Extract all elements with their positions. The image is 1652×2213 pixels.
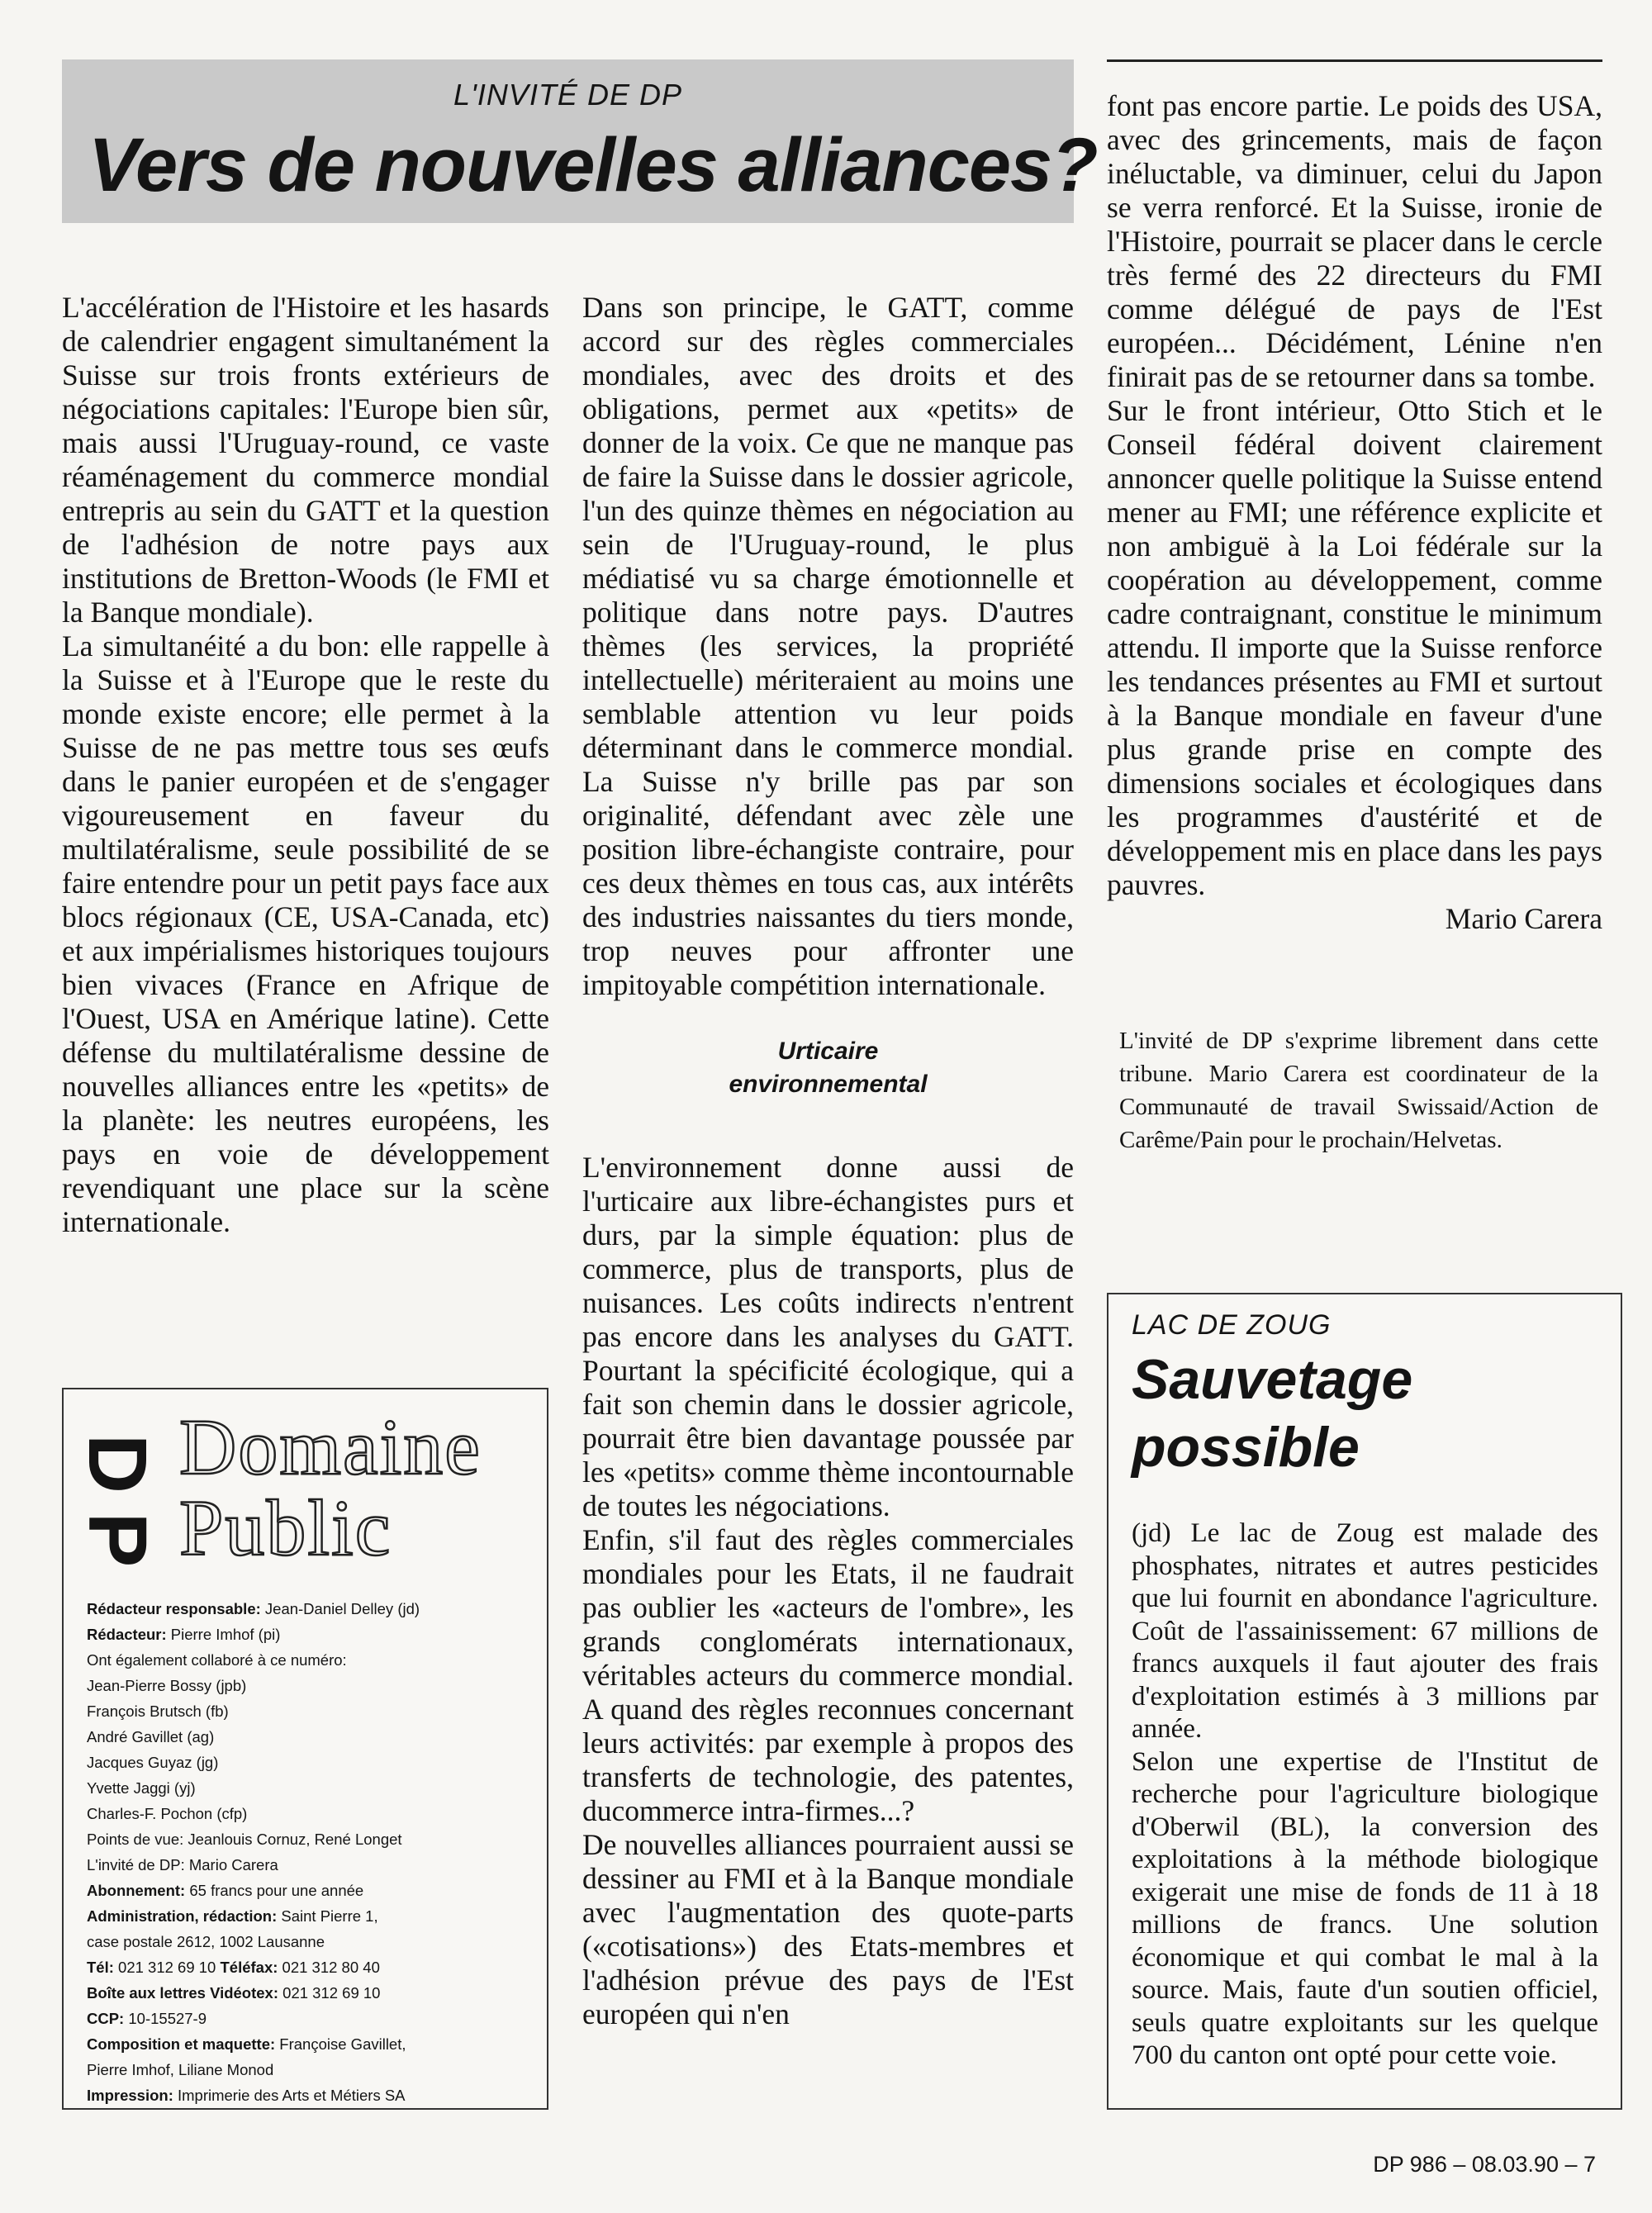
- credit-line: [87, 1852, 533, 1878]
- credit-label: Boîte aux lettres Vidéotex:: [87, 1984, 279, 2002]
- credit-value: 021 312 69 10: [113, 1959, 221, 1976]
- credit-value: Pierre Imhof (pi): [166, 1626, 281, 1643]
- article-subhead: [582, 1035, 1074, 1101]
- page-footer: DP 986 – 08.03.90 – 7: [1373, 2152, 1596, 2177]
- credit-value: Saint Pierre 1,: [277, 1907, 378, 1925]
- credit-line: [87, 2057, 533, 2082]
- sidebar-article: [1107, 1293, 1622, 2110]
- article-headline: Vers de nouvelles alliances?: [88, 123, 1098, 207]
- credit-label: Téléfax:: [220, 1959, 278, 1976]
- credit-value: André Gavillet (ag): [87, 1728, 215, 1745]
- credit-value: 021 312 69 10: [278, 1984, 381, 2002]
- credit-line: [87, 1980, 533, 2006]
- credit-value: 65 francs pour une année: [185, 1882, 364, 1899]
- article-paragraph: De nouvelles alliances pourraient aussi se dessiner au FMI et à la Banque mondiale avec l'augmentation des quote-parts («cotisations») des Etats-membres et l'adhésion prévue des pays de l'Est européen qui n'en: [582, 1828, 1074, 2030]
- credit-value: Jean-Daniel Delley (jd): [260, 1600, 420, 1617]
- credit-line: [87, 1826, 533, 1852]
- dp-letter-d: D: [71, 1433, 164, 1494]
- credit-line: [87, 1903, 533, 1929]
- sidebar-body: [1132, 1517, 1598, 2073]
- subhead-line-2: environnemental: [729, 1071, 928, 1098]
- article-paragraph: L'accélération de l'Histoire et les hasards de calendrier engagent simultanément la Suisse sur trois fronts extérieurs de négociations capitales: l'Europe bien sûr, mais aussi l'Uruguay-round, ce vaste réaménagement du commerce mondial entrepris au sein du GATT et la question de l'adhésion de notre pays aux institutions de Bretton-Woods (le FMI et la Banque mondiale).: [62, 291, 549, 629]
- credit-line: [87, 1801, 533, 1826]
- credit-value: Charles-F. Pochon (cfp): [87, 1805, 248, 1822]
- subhead-line-1: Urticaire: [777, 1038, 879, 1065]
- sidebar-paragraph: (jd) Le lac de Zoug est malade des phosphates, nitrates et autres pesticides que lui fournit en abondance l'agriculture. Coût de l'assainissement: 67 millions de francs auxquels il faut ajouter des frais d'exploitation estimés à 3 millions par année.: [1132, 1518, 1598, 1744]
- credit-line: [87, 1775, 533, 1801]
- credit-value: Jean-Pierre Bossy (jpb): [87, 1677, 247, 1694]
- article-column-2: [582, 291, 1074, 2031]
- credits-list: [87, 1596, 533, 2108]
- credit-line: [87, 2006, 533, 2031]
- credit-line: [87, 1622, 533, 1647]
- credit-line: [87, 1724, 533, 1750]
- credit-line: [87, 2031, 533, 2057]
- article-column-1: [62, 291, 549, 1239]
- dp-letter-p: P: [71, 1512, 164, 1568]
- credit-line: [87, 1929, 533, 1954]
- credit-value: Jacques Guyaz (jg): [87, 1754, 219, 1771]
- credit-label: Abonnement:: [87, 1882, 186, 1899]
- logo-word-domaine: Domaine: [179, 1403, 482, 1491]
- credit-value: Yvette Jaggi (yj): [87, 1779, 196, 1797]
- credit-label: Rédacteur:: [87, 1626, 167, 1643]
- sidebar-title-line-2: possible: [1132, 1416, 1360, 1479]
- credit-line: [87, 1596, 533, 1622]
- credit-label: Tél:: [87, 1959, 114, 1976]
- article-paragraph: Sur le front intérieur, Otto Stich et le Conseil fédéral doivent clairement annoncer quelle politique la Suisse entend mener au FMI; une référence explicite et non ambiguë à la Loi fédérale sur la coopération au développement, comme cadre contraignant, constitue le minimum attendu. Il importe que la Suisse renforce les tendances présentes au FMI et surtout à la Banque mondiale en faveur d'une plus grande prise en compte des dimensions sociales et écologiques dans les programmes d'austérité et de développement mis en place dans les pays pauvres.: [1107, 394, 1602, 901]
- credit-label: Administration, rédaction:: [87, 1907, 278, 1925]
- article-column-3: [1107, 89, 1602, 936]
- sidebar-title: [1132, 1346, 1594, 1481]
- article-paragraph: La simultanéité a du bon: elle rappelle à la Suisse et à l'Europe que le reste du monde existe encore; elle permet à la Suisse de ne pas mettre tous ses œufs dans le panier européen et de s'engager vigoureusement en faveur du multilatéralisme, seule possibilité de se faire entendre pour un petit pays face aux blocs régionaux (CE, USA-Canada, etc) et aux impérialismes historiques toujours bien vivaces (France en Afrique de l'Ouest, USA en Amérique latine). Cette défense du multilatéralisme dessine de nouvelles alliances entre les «petits» de la planète: les neutres européens, les pays en voie de développement revendiquant une place sur la scène internationale.: [62, 629, 549, 1238]
- credit-line: [87, 1647, 533, 1673]
- credit-value: Imprimerie des Arts et Métiers SA: [173, 2087, 406, 2104]
- sidebar-title-line-1: Sauvetage: [1132, 1348, 1413, 1411]
- dp-vertical-logo: [71, 1422, 164, 1579]
- logo-word-public: Public: [179, 1484, 392, 1572]
- author-note: L'invité de DP s'exprime librement dans cette tribune. Mario Carera est coordinateur de la Communauté de travail Swissaid/Action de Carême/Pain pour le prochain/Helvetas.: [1119, 1028, 1598, 1153]
- credit-value: case postale 2612, 1002 Lausanne: [87, 1933, 325, 1950]
- credit-value: François Brutsch (fb): [87, 1702, 229, 1720]
- credit-label: Composition et maquette:: [87, 2035, 276, 2053]
- credit-value: 021 312 80 40: [278, 1959, 380, 1976]
- credit-label: Impression:: [87, 2087, 173, 2104]
- article-paragraph: L'environnement donne aussi de l'urticaire aux libre-échangistes purs et durs, par la simple équation: plus de commerce, plus de transports, plus de nuisances. Les coûts indirects n'entrent pas encore dans les analyses du GATT. Pourtant la spécificité écologique, qui a fait son chemin dans le dossier agricole, pourrait être bien davantage poussée par les «petits» comme thème incontournable de toutes les négociations.: [582, 1151, 1074, 1522]
- credit-value: 10-15527-9: [124, 2010, 207, 2027]
- credit-label: CCP:: [87, 2010, 125, 2027]
- header-box: [62, 59, 1098, 223]
- credit-line: [87, 1878, 533, 1903]
- credit-line: [87, 1673, 533, 1698]
- credit-line: [87, 2082, 533, 2108]
- credit-label: Rédacteur responsable:: [87, 1600, 261, 1617]
- credit-value: Françoise Gavillet,: [275, 2035, 406, 2053]
- section-kicker: L'INVITÉ DE DP: [453, 78, 682, 112]
- sidebar-kicker: LAC DE ZOUG: [1132, 1309, 1332, 1341]
- credit-line: [87, 1750, 533, 1775]
- article-paragraph: font pas encore partie. Le poids des USA, avec des grincements, mais de façon inéluctable, va diminuer, celui du Japon se verra renforcé. Et la Suisse, ironie de l'Histoire, pourrait se placer dans le cercle très fermé des 22 directeurs du FMI comme délégué de pays de l'Est européen... Décidément, Lénine n'en finirait pas de se retourner dans sa tombe.: [1107, 89, 1602, 393]
- credit-line: [87, 1698, 533, 1724]
- credit-value: Points de vue: Jeanlouis Cornuz, René Longet: [87, 1831, 402, 1848]
- credit-value: L'invité de DP: Mario Carera: [87, 1856, 278, 1873]
- column-top-rule: [1107, 59, 1602, 62]
- credit-value: Pierre Imhof, Liliane Monod: [87, 2061, 274, 2078]
- masthead-box: [62, 1388, 548, 2110]
- sidebar-paragraph: Selon une expertise de l'Institut de recherche pour l'agriculture biologique d'Oberwil (BL), la conversion des exploitations à la méthode biologique exigerait une mise de fonds de 11 à 18 millions de francs. Une solution économique et qui combat le mal à la source. Mais, faute d'un soutien officiel, seuls quatre exploitants sur les quelque 700 du canton ont opté pour cette voie.: [1132, 1746, 1598, 2070]
- credit-line: [87, 1954, 533, 1980]
- article-paragraph: Enfin, s'il faut des règles commerciales mondiales pour les Etats, il ne faudrait pas oublier les «acteurs de l'ombre», les grands conglomérats internationaux, véritables acteurs du commerce mondial. A quand des règles reconnues concernant leurs activités: par exemple à propos des transferts de technologie, des patentes, ducommerce intra-firmes...?: [582, 1523, 1074, 1827]
- article-paragraph: Dans son principe, le GATT, comme accord sur des règles commerciales mondiales, avec des droits et des obligations, permet aux «petits» de donner de la voix. Ce que ne manque pas de faire la Suisse dans le dossier agricole, l'un des quinze thèmes en négociation au sein de l'Uruguay-round, le plus médiatisé vu sa charge émotionnelle et politique dans notre pays. D'autres thèmes (les services, la propriété intellectuelle) mériteraient au moins une semblable attention vu leur poids déterminant dans le commerce mondial. La Suisse n'y brille pas par son originalité, défendant avec zèle une position libre-échangiste contraire, pour ces deux thèmes en tous cas, aux intérêts des industries naissantes du tiers monde, trop neuves pour affronter une impitoyable compétition internationale.: [582, 291, 1074, 1001]
- credit-value: Ont également collaboré à ce numéro:: [87, 1651, 347, 1669]
- author-signature: Mario Carera: [1445, 902, 1602, 935]
